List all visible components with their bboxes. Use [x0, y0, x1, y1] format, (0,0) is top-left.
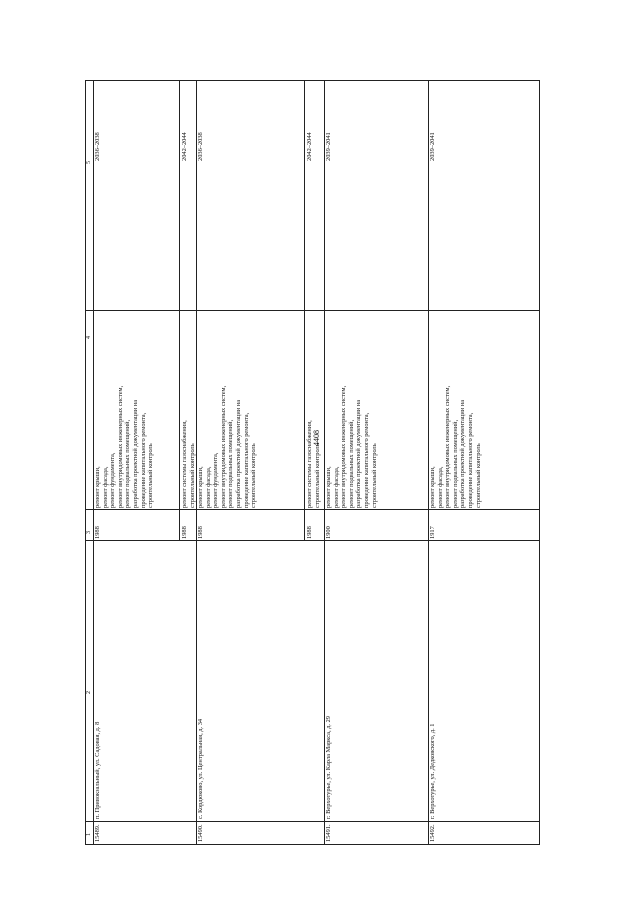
row-period: 2036–2038	[197, 132, 204, 161]
header-col-5: 5	[86, 161, 92, 164]
header-col-4: 4	[86, 336, 92, 339]
row-number: 15492.	[429, 824, 436, 842]
header-col-1: 1	[86, 833, 92, 836]
row-period: 2039–2041	[429, 132, 436, 161]
row-period: 2036–2038	[94, 132, 101, 161]
row-year: 1900	[325, 526, 332, 539]
row-period: 2039–2041	[325, 132, 332, 161]
row-year: 1917	[429, 526, 436, 539]
row-works: ремонт системы газоснабжения, строительный контроль	[306, 420, 321, 508]
header-col-3: 3	[86, 531, 92, 534]
sub-row-divider	[304, 81, 305, 541]
row-number: 15489.	[94, 824, 101, 842]
row-year: 1988	[94, 526, 101, 539]
row-works: ремонт крыши, ремонт фасада, ремонт фундамента, ремонт внутридомовых инженерных систем, ремонт подвальных помещений, разработка проектной документации на проведение капитального ремонта, строительный контроль	[197, 385, 258, 508]
header-col-2: 2	[86, 691, 92, 694]
row-period: 2042–2044	[181, 132, 188, 161]
row-address: г. Верхотурье, ул. Карла Маркса, д. 29	[325, 716, 332, 819]
row-year: 1988	[197, 526, 204, 539]
repair-schedule-table	[85, 80, 540, 845]
table-row	[93, 81, 196, 844]
row-works: ремонт крыши, ремонт фасада, ремонт внутридомовых инженерных систем, ремонт подвальных помещений, разработка проектной документации на проведение капитального ремонта, строительный контроль	[429, 385, 482, 508]
row-year: 1988	[306, 526, 313, 539]
table-row	[324, 81, 428, 844]
row-address: с. Кордюково, ул. Центральная, д. 34	[197, 718, 204, 819]
row-address: п. Привокзальный, ул. Садовая, д. 8	[94, 721, 101, 819]
table-row	[428, 81, 541, 844]
row-address: г. Верхотурье, ул. Дедковского, д. 1	[429, 723, 436, 819]
row-works: ремонт крыши, ремонт фасада, ремонт внутридомовых инженерных систем, ремонт подвальных помещений, разработка проектной документации на проведение капитального ремонта, строительный контроль	[325, 385, 378, 508]
page-number: 4408	[312, 430, 321, 446]
row-period: 2042–2044	[306, 132, 313, 161]
row-number: 15491.	[325, 824, 332, 842]
row-works: ремонт крыши, ремонт фасада, ремонт фундамента, ремонт внутридомовых инженерных систем, ремонт подвальных помещений, разработка проектной документации на проведение капитального ремонта, строительный контроль	[94, 385, 155, 508]
row-number: 15490.	[197, 824, 204, 842]
table-row	[196, 81, 324, 844]
sub-row-divider	[179, 81, 180, 541]
row-works: ремонт системы газоснабжения, строительный контроль	[181, 420, 196, 508]
row-year: 1988	[181, 526, 188, 539]
